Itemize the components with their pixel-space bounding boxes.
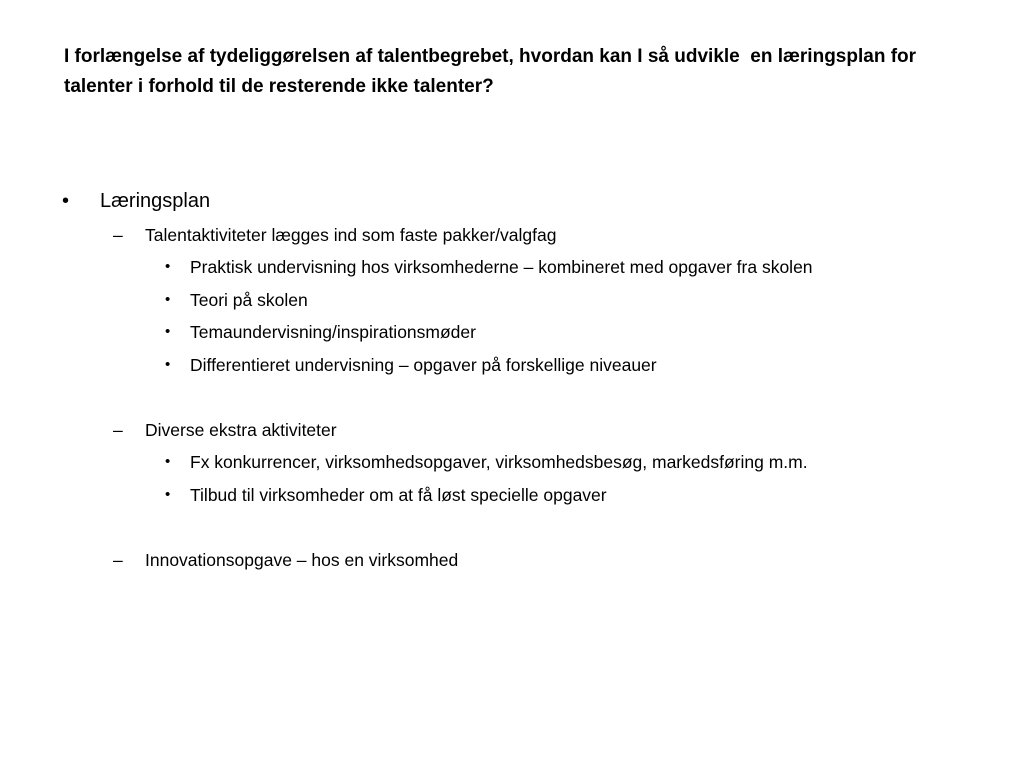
- subbullet-text: Talentaktiviteter lægges ind som faste pakker/valgfag: [145, 225, 557, 245]
- list-item: [62, 251, 1002, 284]
- list-item-text: Teori på skolen: [190, 289, 308, 310]
- dash-marker: –: [113, 550, 123, 570]
- bullet-marker: •: [62, 190, 70, 212]
- list-item-text: Differentieret undervisning – opgaver på forskellige niveauer: [190, 354, 657, 375]
- dash-marker: –: [113, 420, 123, 440]
- list-item-text: Praktisk undervisning hos virksomhederne – kombineret med opgaver fra skolen: [190, 257, 813, 277]
- bullet-marker: •: [165, 323, 171, 340]
- list-item: [62, 284, 1002, 317]
- list-item: [62, 446, 1002, 479]
- subbullet-talentaktiviteter: [62, 219, 1002, 251]
- list-item-text: Fx konkurrencer, virksomhedsopgaver, virksomhedsbesøg, markedsføring m.m.: [190, 452, 808, 472]
- bullet-laeringsplan: [62, 183, 1002, 219]
- bullet-marker: •: [165, 453, 171, 470]
- bullet-marker: •: [165, 290, 171, 308]
- list-item: [62, 316, 1002, 349]
- bullet-marker: •: [165, 258, 171, 275]
- subbullet-text: Diverse ekstra aktiviteter: [145, 420, 337, 440]
- spacer: [62, 381, 1002, 414]
- bullet-marker: •: [165, 485, 171, 503]
- bullet-text: Læringsplan: [100, 190, 211, 212]
- bullet-marker: •: [165, 355, 171, 373]
- list-item-text: Temaundervisning/inspirationsmøder: [190, 322, 476, 342]
- dash-marker: –: [113, 225, 123, 245]
- slide-content: [62, 183, 1002, 576]
- subbullet-innovationsopgave: [62, 544, 1002, 576]
- list-item-text: Tilbud til virksomheder om at få løst specielle opgaver: [190, 484, 607, 505]
- list-item: [62, 349, 1002, 382]
- subbullet-text: Innovationsopgave – hos en virksomhed: [145, 550, 459, 570]
- slide-title: I forlængelse af tydeliggørelsen af talentbegrebet, hvordan kan I så udvikle en læringsplan for talenter i forhold til de resterende ikke talenter?: [64, 46, 922, 97]
- subbullet-diverse-aktiviteter: [62, 414, 1002, 446]
- spacer: [62, 511, 1002, 544]
- list-item: [62, 479, 1002, 512]
